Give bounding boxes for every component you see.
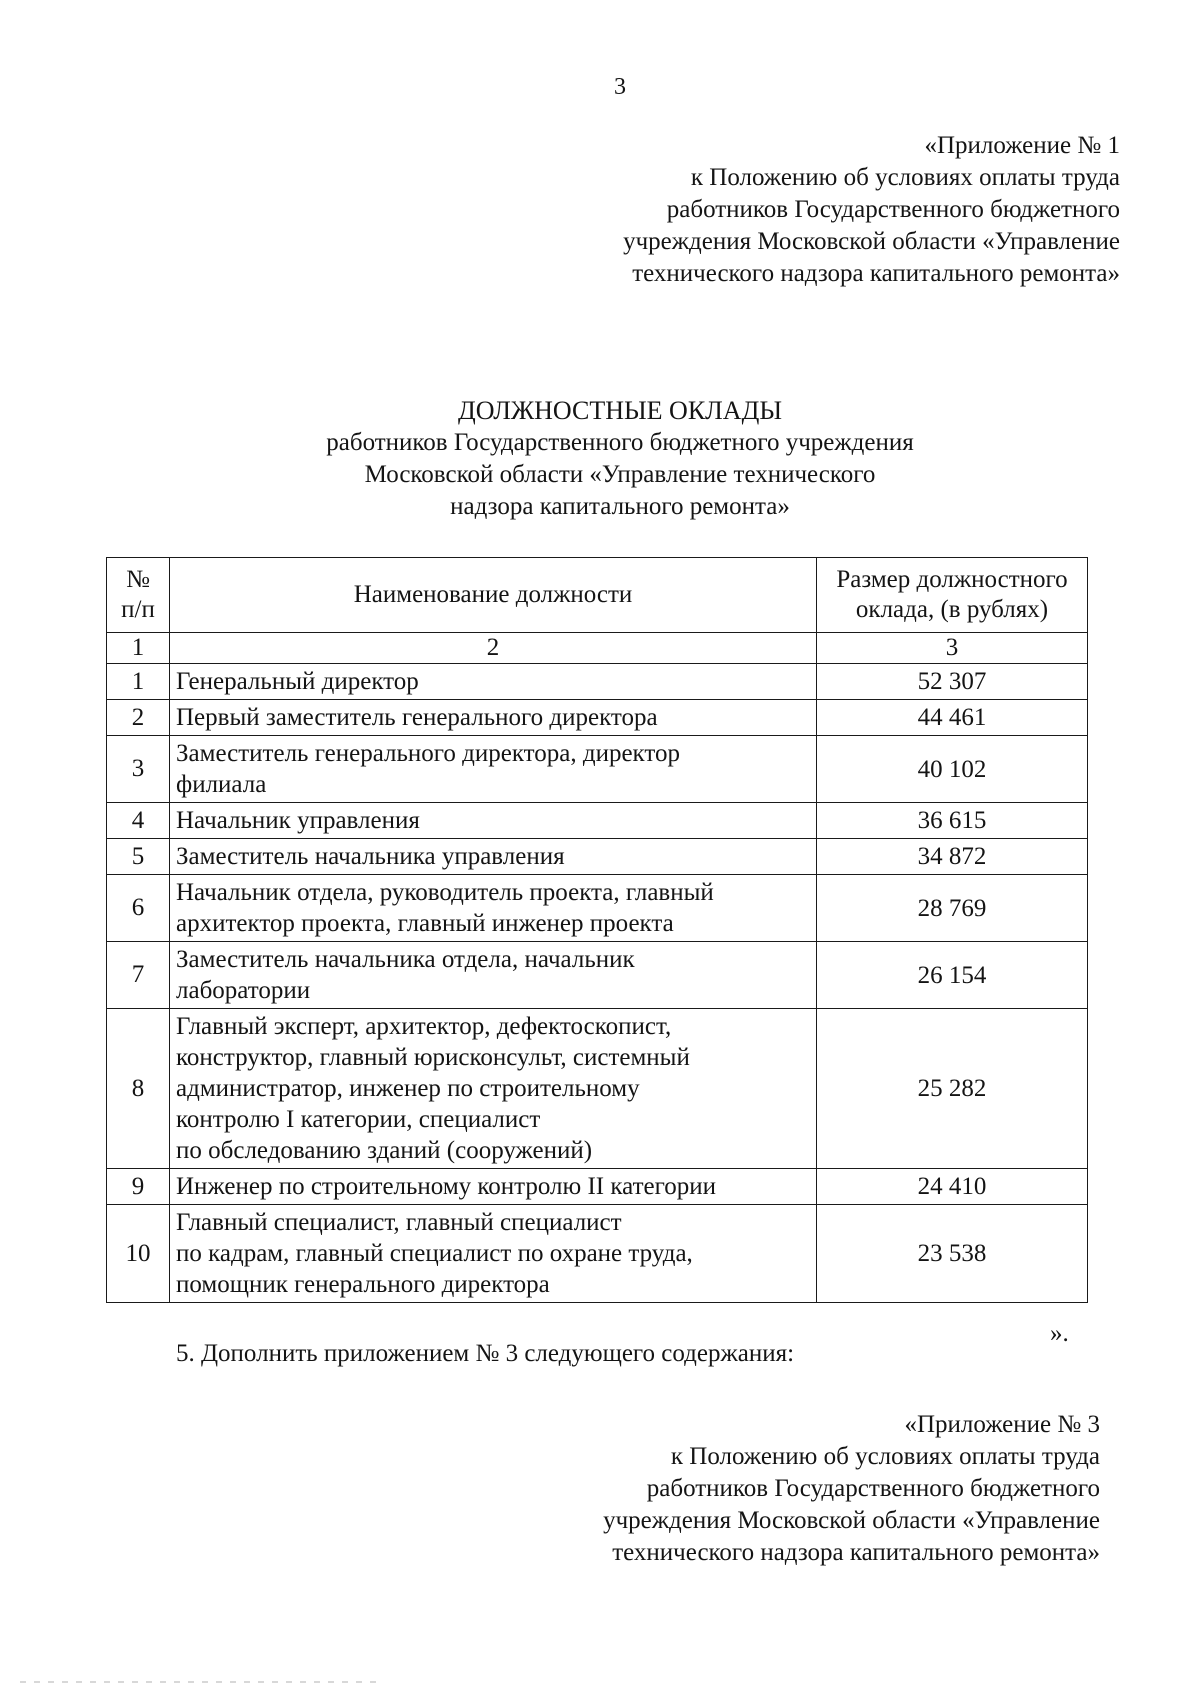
row-number-cell: 3 (107, 736, 170, 803)
document-subtitle-line: работников Государственного бюджетного учреждения (326, 429, 914, 456)
position-name-line: Генеральный директор (176, 668, 419, 695)
table-row (107, 839, 1088, 875)
appendix-line: к Положению об условиях оплаты труда (690, 164, 1120, 191)
position-name-line: Начальник отдела, руководитель проекта, главный (176, 879, 714, 906)
salary-cell: 40 102 (817, 736, 1088, 803)
column-index-cell: 1 (107, 633, 170, 664)
table-row (107, 875, 1088, 942)
salary-cell: 28 769 (817, 875, 1088, 942)
salary-cell: 44 461 (817, 700, 1088, 736)
appendix-line: учреждения Московской области «Управление (623, 228, 1120, 255)
header-salary-line: оклада, (в рублях) (855, 596, 1049, 623)
row-number-cell: 7 (107, 942, 170, 1009)
document-subtitle-line: надзора капитального ремонта» (450, 493, 790, 520)
position-name-cell (170, 803, 817, 839)
header-salary-line: Размер должностного (836, 566, 1068, 593)
document-title-block (220, 395, 1020, 523)
position-name-cell (170, 1205, 817, 1303)
table-row (107, 942, 1088, 1009)
position-name-cell (170, 1169, 817, 1205)
row-number-cell: 4 (107, 803, 170, 839)
row-number-cell: 8 (107, 1009, 170, 1169)
appendix-line: «Приложение № 3 (904, 1411, 1100, 1438)
position-name-cell (170, 1009, 817, 1169)
closing-quote: ». (1050, 1320, 1069, 1347)
row-number-cell: 1 (107, 664, 170, 700)
position-name-line: Главный специалист, главный специалист (176, 1209, 622, 1236)
salary-cell: 26 154 (817, 942, 1088, 1009)
item-5-paragraph: 5. Дополнить приложением № 3 следующего содержания: (176, 1340, 795, 1367)
appendix-line: к Положению об условиях оплаты труда (670, 1443, 1100, 1470)
position-name-line: конструктор, главный юрисконсульт, системный (176, 1044, 690, 1071)
row-number-cell: 10 (107, 1205, 170, 1303)
table-row (107, 736, 1088, 803)
appendix-line: технического надзора капитального ремонта» (612, 1539, 1100, 1566)
appendix-3-header (603, 1409, 1100, 1569)
position-name-line: помощник генерального директора (176, 1271, 550, 1298)
position-name-line: по кадрам, главный специалист по охране труда, (176, 1240, 693, 1267)
position-name-cell (170, 700, 817, 736)
appendix-line: технического надзора капитального ремонта» (632, 260, 1120, 287)
page-number: 3 (614, 74, 626, 100)
row-number-cell: 6 (107, 875, 170, 942)
position-name-line: Первый заместитель генерального директора (176, 704, 658, 731)
appendix-line: работников Государственного бюджетного (666, 196, 1120, 223)
row-number-cell: 2 (107, 700, 170, 736)
appendix-line: учреждения Московской области «Управление (603, 1507, 1100, 1534)
header-number (107, 558, 170, 633)
position-name-cell (170, 839, 817, 875)
table-row (107, 1205, 1088, 1303)
position-name-cell (170, 664, 817, 700)
scan-noise-strip (20, 1681, 380, 1683)
position-name-cell (170, 736, 817, 803)
position-name-line: Заместитель начальника отдела, начальник (176, 946, 635, 973)
appendix-1-header (623, 130, 1120, 290)
table-row (107, 700, 1088, 736)
table-row (107, 1009, 1088, 1169)
salary-cell: 25 282 (817, 1009, 1088, 1169)
row-number-cell: 9 (107, 1169, 170, 1205)
header-number-line: № (126, 566, 150, 593)
table-row (107, 1169, 1088, 1205)
position-name-line: Заместитель начальника управления (176, 843, 565, 870)
header-number-line: п/п (121, 596, 155, 623)
position-name-line: лаборатории (176, 977, 311, 1004)
position-name-line: Заместитель генерального директора, директор (176, 740, 680, 767)
salary-cell: 52 307 (817, 664, 1088, 700)
position-name-line: Главный эксперт, архитектор, дефектоскопист, (176, 1013, 672, 1040)
position-name-cell (170, 875, 817, 942)
position-name-line: архитектор проекта, главный инженер проекта (176, 910, 674, 937)
position-name-line: Инженер по строительному контролю II категории (176, 1173, 716, 1200)
row-number-cell: 5 (107, 839, 170, 875)
position-name-line: контролю I категории, специалист (176, 1106, 541, 1133)
column-index-cell: 3 (817, 633, 1088, 664)
column-index-cell: 2 (170, 633, 817, 664)
document-title: ДОЛЖНОСТНЫЕ ОКЛАДЫ (457, 396, 782, 425)
position-name-line: филиала (176, 771, 267, 798)
position-name-cell (170, 942, 817, 1009)
header-position-name: Наименование должности (170, 558, 817, 633)
header-salary (817, 558, 1088, 633)
position-name-line: по обследованию зданий (сооружений) (176, 1137, 593, 1164)
salary-cell: 34 872 (817, 839, 1088, 875)
document-subtitle-line: Московской области «Управление технического (364, 461, 876, 488)
table-column-index-row (107, 633, 1088, 664)
table-header-row (107, 558, 1088, 633)
appendix-line: «Приложение № 1 (924, 132, 1120, 159)
position-name-line: Начальник управления (176, 807, 420, 834)
salary-cell: 36 615 (817, 803, 1088, 839)
salary-table (106, 557, 1088, 1303)
salary-cell: 23 538 (817, 1205, 1088, 1303)
salary-cell: 24 410 (817, 1169, 1088, 1205)
table-body (107, 664, 1088, 1303)
position-name-line: администратор, инженер по строительному (176, 1075, 640, 1102)
table-row (107, 664, 1088, 700)
appendix-line: работников Государственного бюджетного (646, 1475, 1100, 1502)
table-row (107, 803, 1088, 839)
